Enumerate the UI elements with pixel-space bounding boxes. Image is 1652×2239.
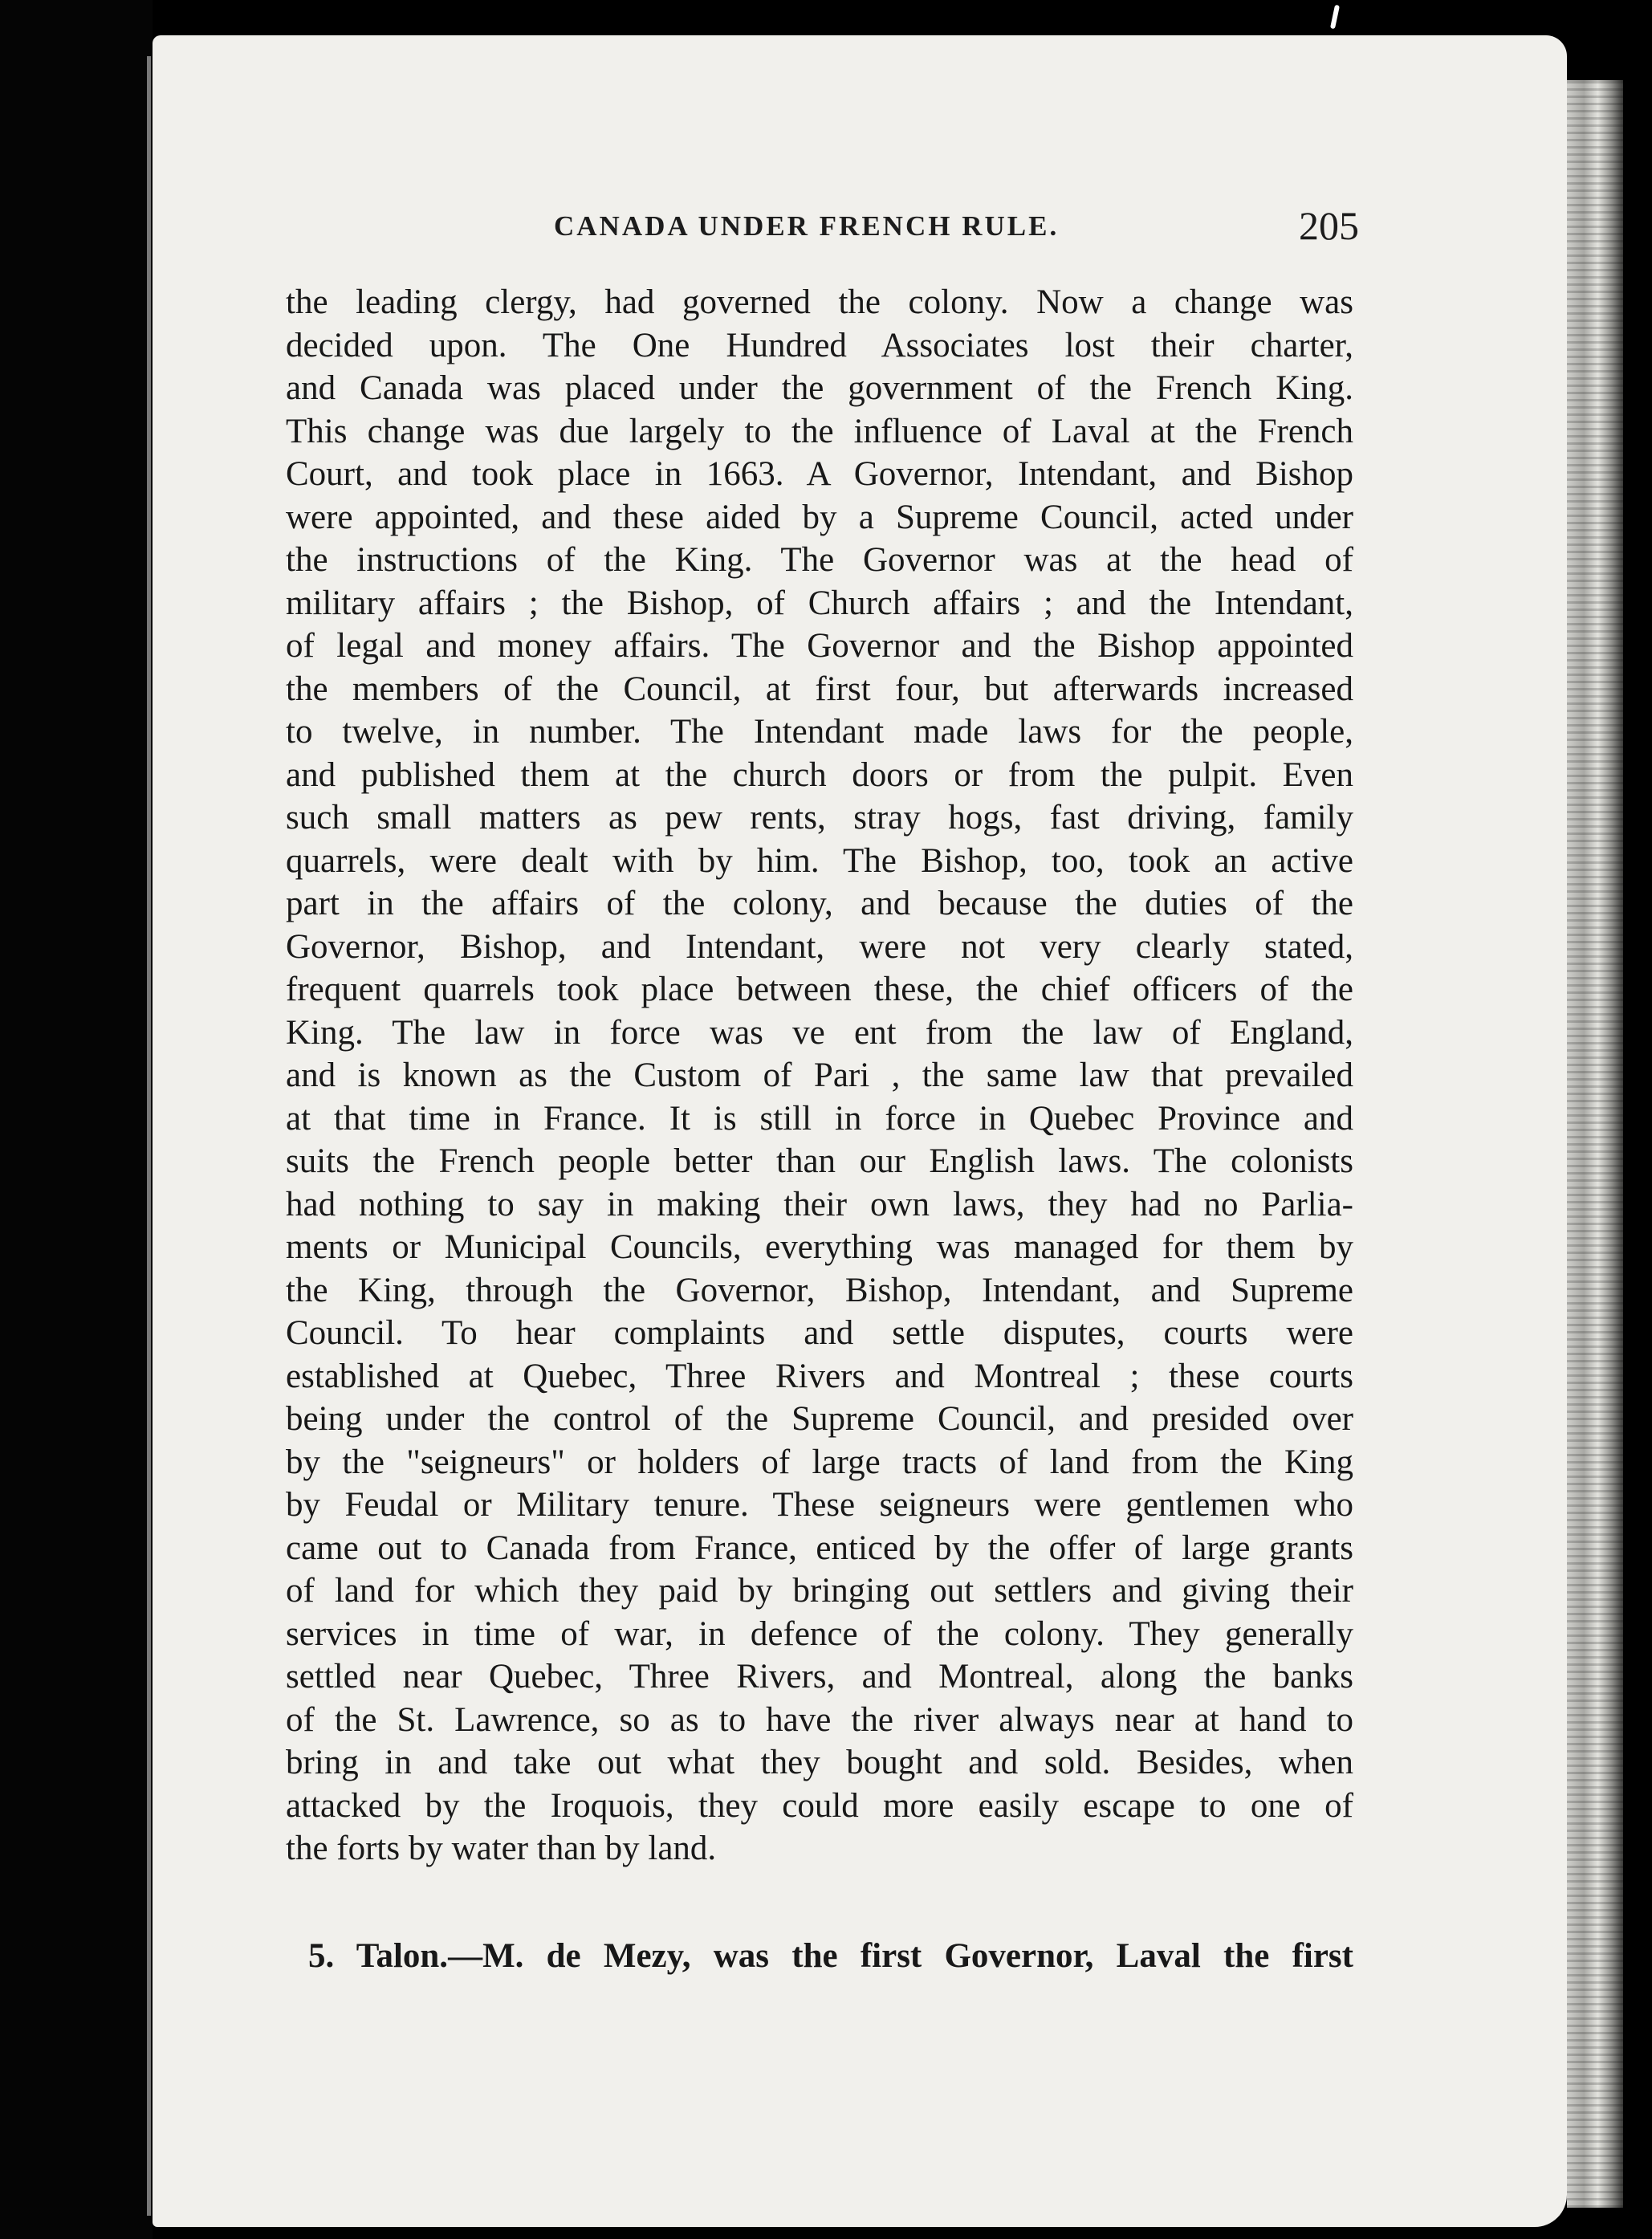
section-heading: [308, 1935, 1353, 1978]
scan-speck: [1330, 5, 1340, 30]
text-line: the leading clergy, had governed the colony. Now a change was: [286, 283, 1353, 321]
text-line: to twelve, in number. The Intendant made laws for the people,: [286, 713, 1353, 751]
text-line: of legal and money affairs. The Governor and the Bishop appointed: [286, 627, 1353, 665]
text-line: This change was due largely to the influence of Laval at the French: [286, 412, 1353, 450]
text-line: military affairs ; the Bishop, of Church affairs ; and the Intendant,: [286, 584, 1353, 622]
text-line: and Canada was placed under the government of the French King.: [286, 369, 1353, 407]
text-line: the instructions of the King. The Governor was at the head of: [286, 541, 1353, 579]
text-line: the forts by water than by land.: [286, 1830, 717, 1867]
section-opening-text: —M. de Mezy, was the first Governor, Laval the first: [448, 1937, 1353, 1975]
text-line: services in time of war, in defence of the colony. They generally: [286, 1614, 1353, 1653]
text-line: the members of the Council, at first four, but afterwards increased: [286, 670, 1353, 708]
text-line: of the St. Lawrence, so as to have the river always near at hand to: [286, 1700, 1353, 1739]
text-line: suits the French people better than our English laws. The colonists: [286, 1142, 1353, 1180]
page-number: 205: [1299, 203, 1359, 248]
text-line: settled near Quebec, Three Rivers, and Montreal, along the banks: [286, 1658, 1353, 1696]
body-paragraph: [286, 281, 1353, 1871]
text-line: part in the affairs of the colony, and because the duties of the: [286, 885, 1353, 922]
text-line: Governor, Bishop, and Intendant, were not very clearly stated,: [286, 927, 1353, 966]
text-line: quarrels, were dealt with by him. The Bishop, too, took an active: [286, 841, 1353, 880]
running-head: CANADA UNDER FRENCH RULE.: [554, 210, 1060, 242]
text-line: frequent quarrels took place between these, the chief officers of the: [286, 971, 1353, 1008]
page-edges: [1567, 80, 1623, 2208]
text-line: at that time in France. It is still in force in Quebec Province and: [286, 1099, 1353, 1138]
text-line: Council. To hear complaints and settle disputes, courts were: [286, 1314, 1353, 1352]
scan-margin: [0, 0, 153, 2239]
text-line: and published them at the church doors or from the pulpit. Even: [286, 755, 1353, 794]
scan-rule-line: [147, 56, 151, 2216]
text-line: ments or Municipal Councils, everything was managed for them by: [286, 1228, 1353, 1266]
text-line: and is known as the Custom of Pari , the same law that prevailed: [286, 1056, 1353, 1094]
text-line: King. The law in force was ve ent from the law of England,: [286, 1013, 1353, 1052]
text-line: the King, through the Governor, Bishop, Intendant, and Supreme: [286, 1271, 1353, 1309]
text-line: such small matters as pew rents, stray hogs, fast driving, family: [286, 799, 1353, 837]
text-line: bring in and take out what they bought and sold. Besides, when: [286, 1744, 1353, 1781]
text-line: being under the control of the Supreme Council, and presided over: [286, 1400, 1353, 1438]
text-line: had nothing to say in making their own laws, they had no Parlia-: [286, 1185, 1353, 1223]
text-line: Court, and took place in 1663. A Governor, Intendant, and Bishop: [286, 455, 1353, 493]
text-line: by Feudal or Military tenure. These seigneurs were gentlemen who: [286, 1486, 1353, 1524]
text-line: established at Quebec, Three Rivers and Montreal ; these courts: [286, 1357, 1353, 1395]
text-line: came out to Canada from France, enticed by the offer of large grants: [286, 1529, 1353, 1567]
text-line: decided upon. The One Hundred Associates lost their charter,: [286, 326, 1353, 364]
text-line: attacked by the Iroquois, they could more easily escape to one of: [286, 1786, 1353, 1825]
text-line: of land for which they paid by bringing out settlers and giving their: [286, 1572, 1353, 1610]
text-line: were appointed, and these aided by a Supreme Council, acted under: [286, 498, 1353, 536]
section-title: 5. Talon.: [308, 1937, 449, 1975]
text-line: by the "seigneurs" or holders of large tracts of land from the King: [286, 1443, 1353, 1481]
